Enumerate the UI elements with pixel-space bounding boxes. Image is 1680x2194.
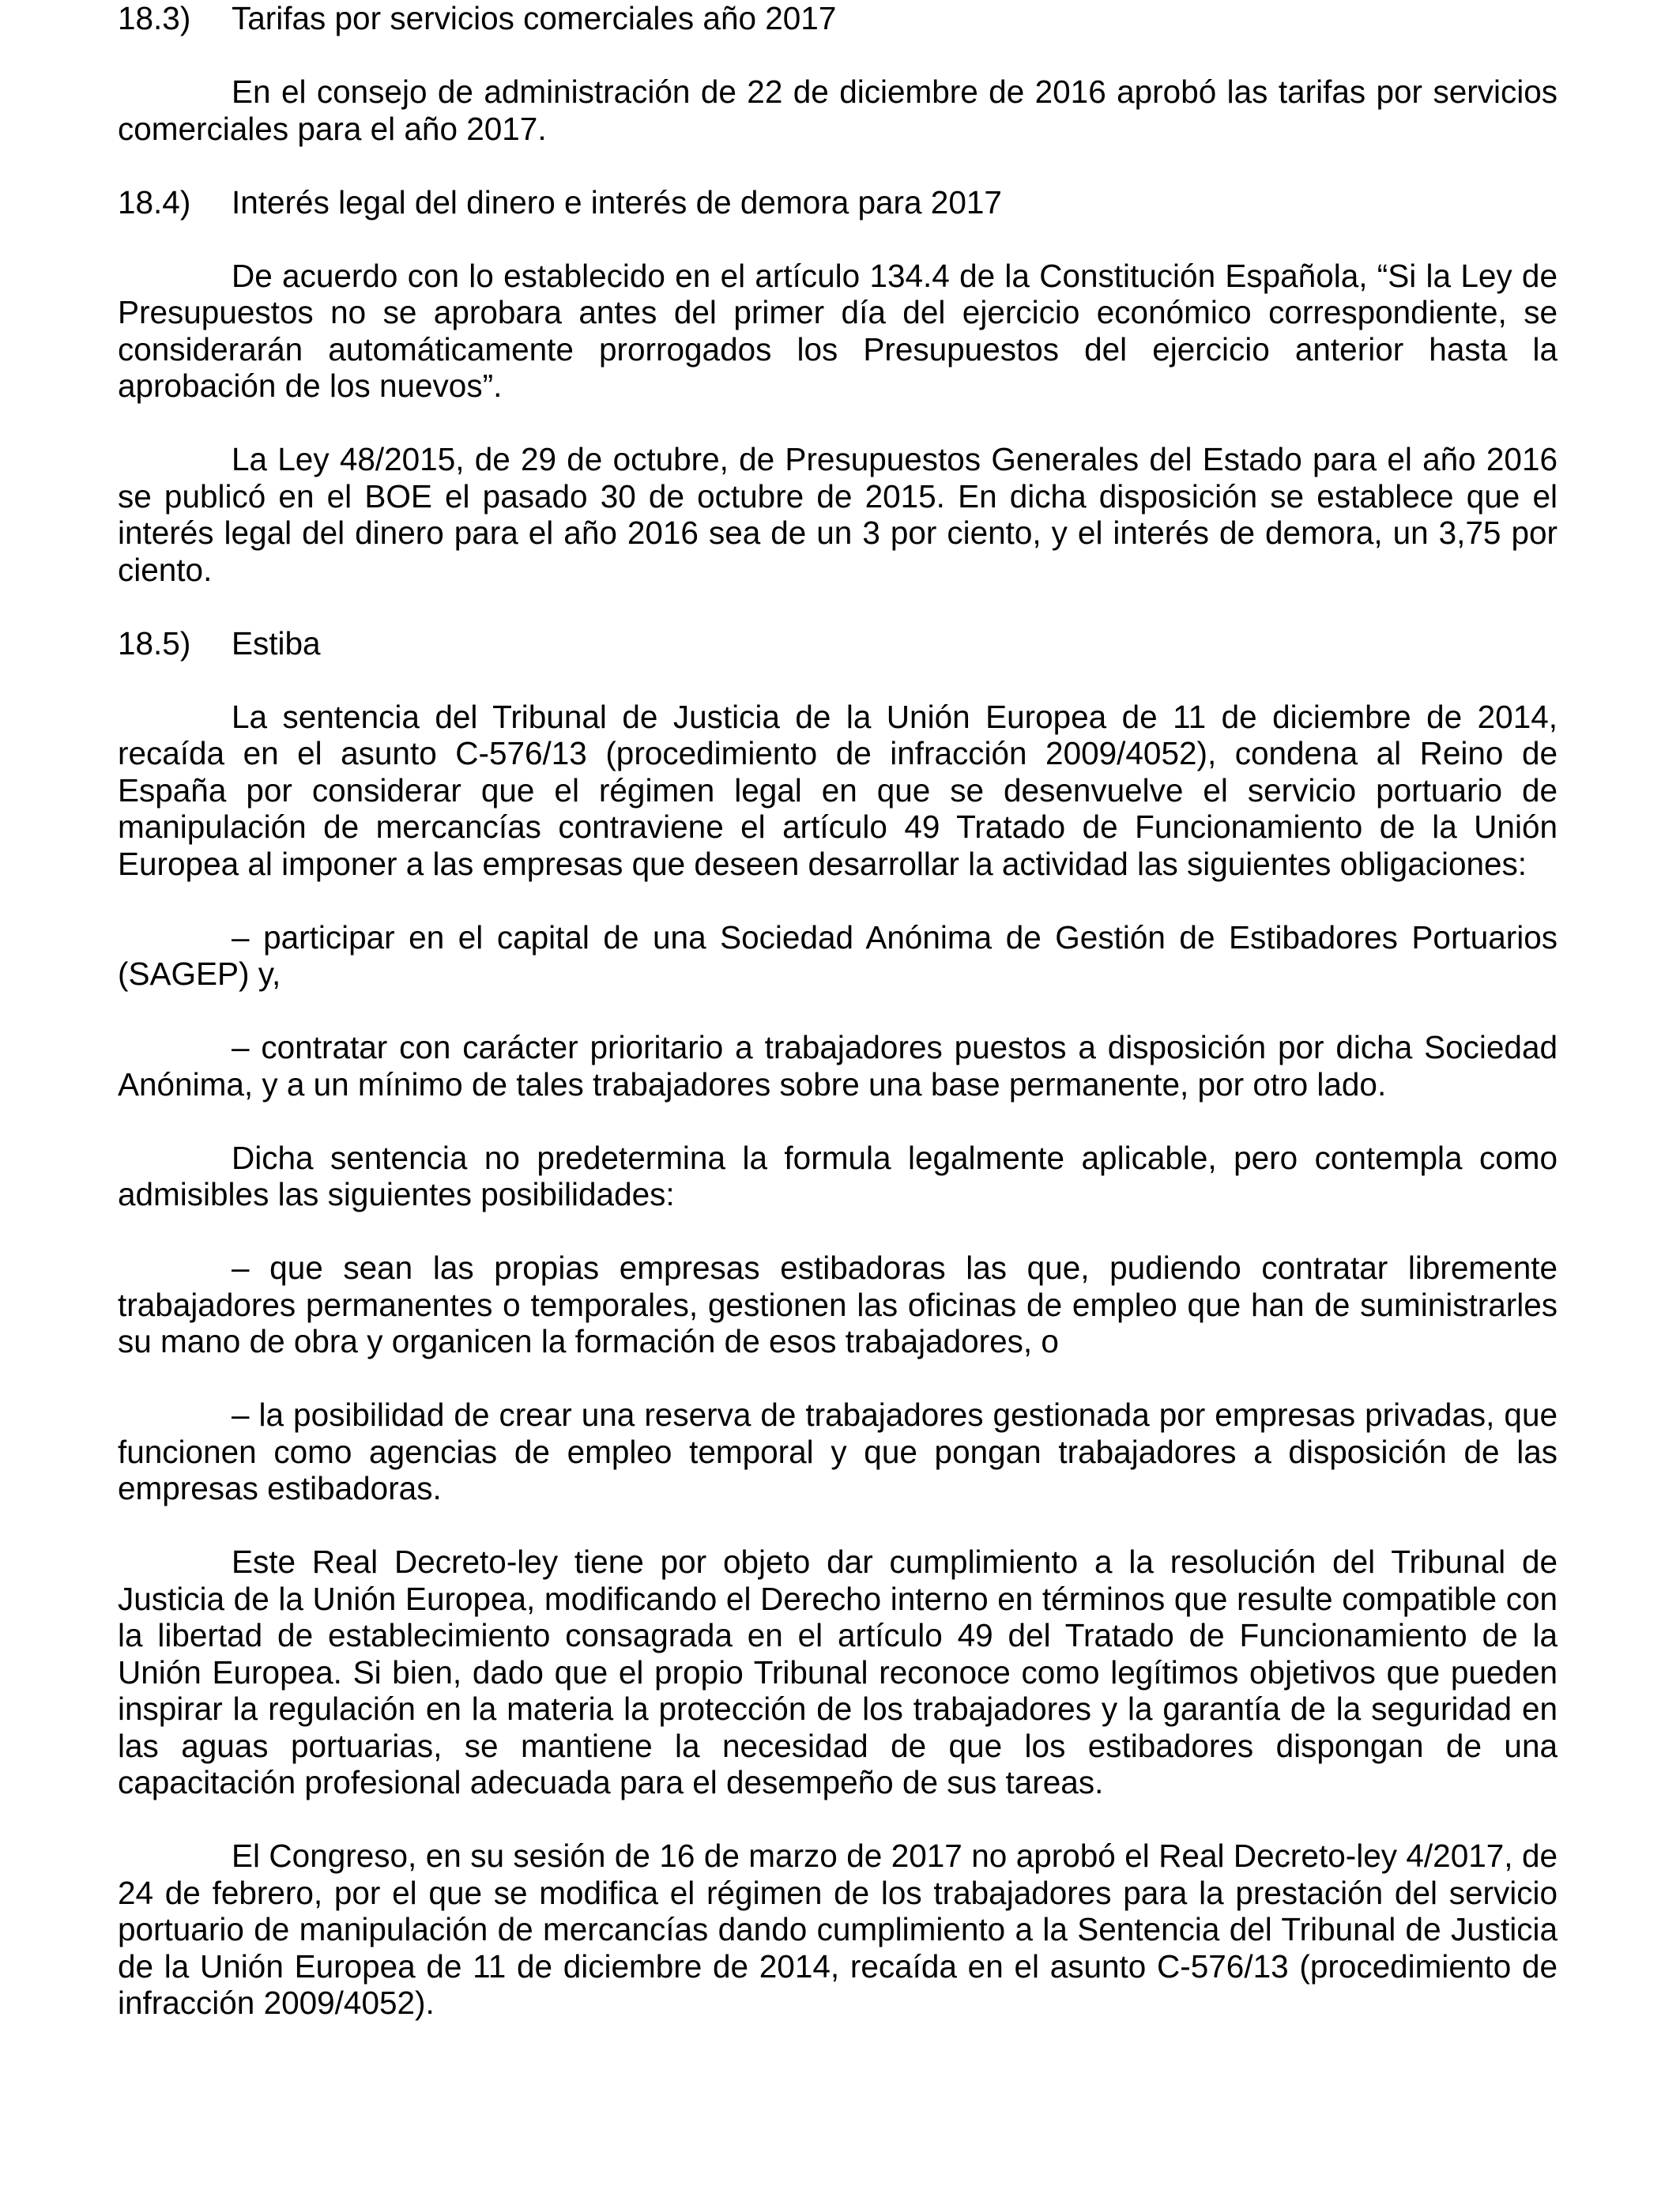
section-number: 18.3)	[118, 0, 191, 36]
section-heading-18-5	[118, 625, 1558, 662]
spacer	[118, 37, 1558, 74]
paragraph: El Congreso, en su sesión de 16 de marzo de 2017 no aprobó el Real Decreto-ley 4/2017, de 24 de febrero, por el que se modifica el régimen de los trabajadores para la prestación del servicio portuario de manipulación de mercancías dando cumplimiento a la Sentencia del Tribunal de Justicia de la Unión Europea de 11 de diciembre de 2014, recaída en el asunto C-576/13 (procedimiento de infracción 2009/4052).	[118, 1838, 1558, 2021]
list-item: – que sean las propias empresas estibadoras las que, pudiendo contratar libremente trabajadores permanentes o temporales, gestionen las oficinas de empleo que han de suministrarles su mano de obra y organicen la formación de esos trabajadores, o	[118, 1250, 1558, 1359]
section-heading-18-4	[118, 184, 1558, 221]
list-item: – la posibilidad de crear una reserva de trabajadores gestionada por empresas privadas, que funcionen como agencias de empleo temporal y que pongan trabajadores a disposición de las empresas estibadoras.	[118, 1397, 1558, 1506]
list-item: – contratar con carácter prioritario a trabajadores puestos a disposición por dicha Sociedad Anónima, y a un mínimo de tales trabajadores sobre una base permanente, por otro lado.	[118, 1029, 1558, 1103]
document-page	[118, 0, 1558, 2022]
section-number: 18.5)	[118, 624, 191, 662]
section-title: Estiba	[232, 624, 321, 662]
paragraph: En el consejo de administración de 22 de diciembre de 2016 aprobó las tarifas por servicios comerciales para el año 2017.	[118, 74, 1558, 147]
spacer	[118, 662, 1558, 699]
spacer	[118, 405, 1558, 442]
paragraph: Dicha sentencia no predetermina la formula legalmente aplicable, pero contempla como admisibles las siguientes posibilidades:	[118, 1139, 1558, 1212]
section-heading-18-3	[118, 0, 1558, 37]
section-title: Interés legal del dinero e interés de demora para 2017	[232, 183, 1002, 221]
spacer	[118, 1360, 1558, 1397]
paragraph: La sentencia del Tribunal de Justicia de la Unión Europea de 11 de diciembre de 2014, recaída en el asunto C-576/13 (procedimiento de infracción 2009/4052), condena al Reino de España por considerar que el régimen legal en que se desenvuelve el servicio portuario de manipulación de mercancías contraviene el artículo 49 Tratado de Funcionamiento de la Unión Europea al imponer a las empresas que deseen desarrollar la actividad las siguientes obligaciones:	[118, 698, 1558, 882]
paragraph: Este Real Decreto-ley tiene por objeto dar cumplimiento a la resolución del Tribunal de Justicia de la Unión Europea, modificando el Derecho interno en términos que resulte compatible con la libertad de establecimiento consagrada en el artículo 49 del Tratado de Funcionamiento de la Unión Europea. Si bien, dado que el propio Tribunal reconoce como legítimos objetivos que pueden inspirar la regulación en la materia la protección de los trabajadores y la garantía de la seguridad en las aguas portuarias, se mantiene la necesidad de que los estibadores dispongan de una capacitación profesional adecuada para el desempeño de sus tareas.	[118, 1544, 1558, 1800]
spacer	[118, 993, 1558, 1030]
section-title: Tarifas por servicios comerciales año 2017	[232, 0, 837, 36]
spacer	[118, 1103, 1558, 1140]
spacer	[118, 1507, 1558, 1544]
spacer	[118, 882, 1558, 919]
spacer	[118, 147, 1558, 184]
paragraph: La Ley 48/2015, de 29 de octubre, de Presupuestos Generales del Estado para el año 2016 se publicó en el BOE el pasado 30 de octubre de 2015. En dicha disposición se establece que el interés legal del dinero para el año 2016 sea de un 3 por ciento, y el interés de demora, un 3,75 por ciento.	[118, 441, 1558, 588]
paragraph: De acuerdo con lo establecido en el artículo 134.4 de la Constitución Española, “Si la Ley de Presupuestos no se aprobara antes del primer día del ejercicio económico correspondiente, se considerarán automáticamente prorrogados los Presupuestos del ejercicio anterior hasta la aprobación de los nuevos”.	[118, 257, 1558, 404]
list-item: – participar en el capital de una Sociedad Anónima de Gestión de Estibadores Portuarios (SAGEP) y,	[118, 918, 1558, 992]
spacer	[118, 1801, 1558, 1838]
spacer	[118, 1213, 1558, 1250]
spacer	[118, 588, 1558, 625]
spacer	[118, 221, 1558, 258]
section-number: 18.4)	[118, 183, 191, 221]
